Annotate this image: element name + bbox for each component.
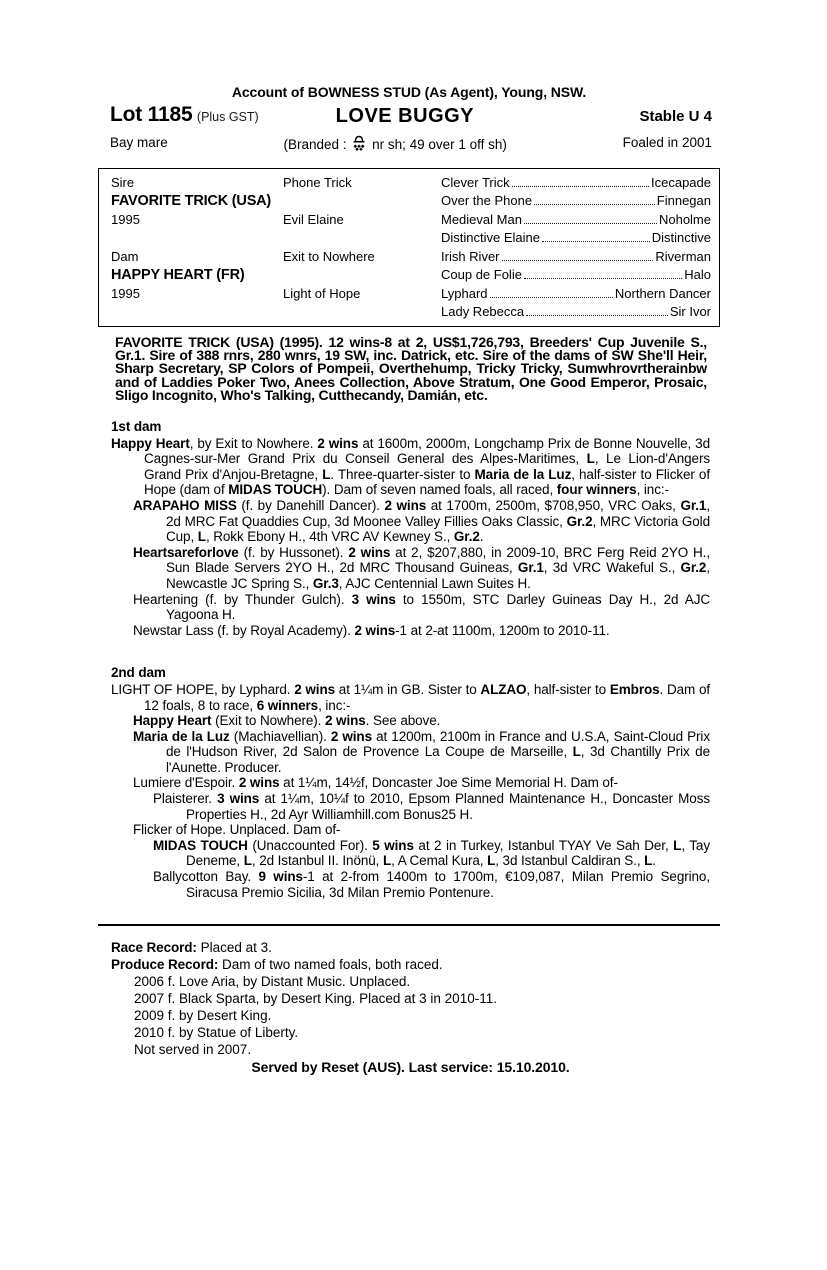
pedigree-paragraph: ARAPAHO MISS (f. by Danehill Dancer). 2 wins at 1700m, 2500m, $708,950, VRC Oaks, Gr.1, 2d MRC Fat Quaddies Cup, 3d Moonee Valley Fillies Oaks Classic, Gr.2, MRC Victoria Gold Cup, L, Rokk Ebony H., 4th VRC AV Kewney S., Gr.2.: [133, 497, 710, 545]
dot-leader: [526, 315, 668, 316]
dam-dam: Light of Hope: [283, 285, 361, 301]
dot-leader: [524, 278, 682, 279]
second-dam-section: [98, 665, 720, 900]
pedigree-paragraph: Happy Heart (Exit to Nowhere). 2 wins. See above.: [133, 713, 441, 729]
gp-name: Over the Phone: [441, 193, 533, 209]
gp-name: Coup de Folie: [441, 267, 522, 283]
grandparent-row: [441, 249, 711, 264]
foaled-year: Foaled in 2001: [622, 135, 712, 150]
sire-label: Sire: [111, 174, 135, 190]
grandparent-row: [441, 267, 711, 282]
lot-left: [110, 103, 259, 127]
produce-foal-line: 2010 f. by Statue of Liberty.: [134, 1025, 299, 1041]
lot-row: [98, 103, 720, 129]
race-record-text: Placed at 3.: [196, 940, 272, 956]
produce-record-text: Dam of two named foals, both raced.: [218, 957, 443, 973]
grandparent-row: [441, 304, 711, 319]
description-row: [98, 135, 720, 155]
produce-foal-line: 2007 f. Black Sparta, by Desert King. Placed at 3 in 2010-11.: [134, 991, 497, 1007]
sex-colour: Bay mare: [110, 135, 168, 150]
pedigree-paragraph: Ballycotton Bay. 9 wins-1 at 2-from 1400m to 1700m, €109,087, Milan Premio Segrino, Siracusa Premio Sicilia, 3d Milan Premio Pontenure.: [153, 869, 710, 900]
pedigree-table: [98, 168, 720, 327]
page-content: [98, 0, 720, 1076]
pedigree-paragraph: Maria de la Luz (Machiavellian). 2 wins at 1200m, 2100m in France and U.S.A, Saint-Cloud Prix de l'Hudson River, 2d Salon de Provence La Coupe de Marseille, L, 3d Chantilly Prix de l'Aunette. Producer.: [133, 728, 710, 775]
gp-name: Distinctive: [651, 230, 711, 246]
second-dam-heading: 2nd dam: [111, 665, 166, 681]
brand-description: [284, 135, 507, 155]
gp-name: Irish River: [441, 248, 500, 264]
produce-foal-line: Not served in 2007.: [134, 1042, 252, 1058]
gp-name: Finnegan: [656, 193, 711, 209]
sire-sire: Phone Trick: [283, 174, 352, 190]
dam-name: HAPPY HEART (FR): [111, 266, 245, 283]
dam-label: Dam: [111, 248, 139, 264]
lot-number: Lot 1185: [110, 103, 193, 126]
pedigree-paragraph: LIGHT OF HOPE, by Lyphard. 2 wins at 1¼m in GB. Sister to ALZAO, half-sister to Embros. Dam of 12 foals, 8 to race, 6 winners, inc:-: [111, 681, 711, 713]
dot-leader: [524, 223, 657, 224]
race-record-label: Race Record:: [111, 940, 197, 956]
pedigree-paragraph: Newstar Lass (f. by Royal Academy). 2 wins-1 at 2-at 1100m, 1200m to 2010-11.: [133, 622, 610, 638]
dam-year: 1995: [111, 285, 140, 301]
race-record-line: [111, 939, 710, 956]
horse-name: LOVE BUGGY: [335, 105, 475, 127]
served-by-line: Served by Reset (AUS). Last service: 15.10.2010.: [251, 1059, 570, 1076]
record-block: [98, 934, 720, 1076]
gp-name: Northern Dancer: [614, 285, 711, 301]
plus-gst-note: (Plus GST): [196, 110, 259, 124]
dam-sire: Exit to Nowhere: [283, 248, 375, 264]
pedigree-paragraph: Heartsareforlove (f. by Hussonet). 2 wins at 2, $207,880, in 2009-10, BRC Ferg Reid 2YO H., Sun Blade Servers 2YO H., 2d MRC Thousand Guineas, Gr.1, 3d VRC Wakeful S., Gr.2, Newcastle JC Spring S., Gr.3, AJC Centennial Lawn Suites H.: [133, 544, 710, 591]
grandparent-row: [441, 175, 711, 190]
pedigree-paragraph: Happy Heart, by Exit to Nowhere. 2 wins at 1600m, 2000m, Longchamp Prix de Bonne Nouvelle, 3d Cagnes-sur-Mer Grand Prix du Conseil General des Alpes-Maritimes, L, Le Lion-d'Angers Grand Prix d'Anjou-Bretagne, L. Three-quarter-sister to Maria de la Luz, half-sister to Flicker of Hope (dam of MIDAS TOUCH). Dam of seven named foals, all raced, four winners, inc:-: [111, 435, 710, 498]
gp-name: Lady Rebecca: [441, 304, 525, 320]
grandparent-row: [441, 193, 711, 208]
gp-name: Medieval Man: [441, 211, 522, 227]
gp-name: Lyphard: [441, 285, 488, 301]
stud-brand-mark-icon: [352, 135, 366, 155]
grandparent-row: [441, 286, 711, 301]
produce-record-label: Produce Record:: [111, 957, 219, 973]
gp-name: Clever Trick: [441, 174, 510, 190]
produce-record-line: [111, 956, 710, 973]
brand-prefix: (Branded :: [283, 137, 347, 152]
sire-dam: Evil Elaine: [283, 211, 344, 227]
gp-name: Halo: [684, 267, 711, 283]
grandparent-row: [441, 230, 711, 245]
pedigree-paragraph: Heartening (f. by Thunder Gulch). 3 wins to 1550m, STC Darley Guineas Day H., 2d AJC Yagoona H.: [133, 591, 711, 623]
sire-name: FAVORITE TRICK (USA): [111, 192, 272, 209]
dot-leader: [512, 186, 649, 187]
gp-name: Distinctive Elaine: [441, 230, 540, 246]
produce-foal-line: 2006 f. Love Aria, by Distant Music. Unplaced.: [134, 974, 411, 990]
produce-foal-line: 2009 f. by Desert King.: [134, 1008, 272, 1024]
dot-leader: [490, 297, 613, 298]
first-dam-heading: 1st dam: [111, 419, 162, 435]
record-divider: [98, 924, 720, 926]
pedigree-grid: [99, 169, 719, 326]
dot-leader: [502, 260, 654, 261]
dot-leader: [542, 241, 650, 242]
brand-suffix: nr sh; 49 over 1 off sh): [372, 137, 507, 152]
stable-number: Stable U 4: [639, 108, 712, 125]
sire-summary-paragraph: FAVORITE TRICK (USA) (1995). 12 wins-8 at 2, US$1,726,793, Breeders' Cup Juvenile S., Gr.1. Sire of 388 rnrs, 280 wnrs, 19 SW, inc. Datrick, etc. Sire of the dams of SW She'll Heir, Sharp Secretary, SP Colors of Pompeii, Overthehump, Tricky Tricky, Sumwhrovrtherainbw and of Laddies Poker Two, Anees Collection, Above Stratum, One Good Emperor, Prosaic, Sligo Incognito, Who's Talking, Cutthecandy, Damián, etc.: [115, 334, 707, 403]
pedigree-paragraph: MIDAS TOUCH (Unaccounted For). 5 wins at 2 in Turkey, Istanbul TYAY Ve Sah Der, L, Tay Deneme, L, 2d Istanbul II. Inönü, L, A Cemal Kura, L, 3d Istanbul Caldiran S., L.: [153, 837, 710, 869]
grandparent-row: [441, 212, 711, 227]
gp-name: Icecapade: [651, 174, 711, 190]
gp-name: Riverman: [655, 248, 711, 264]
account-line: Account of BOWNESS STUD (As Agent), Young, NSW.: [231, 84, 587, 100]
gp-name: Noholme: [658, 211, 711, 227]
dot-leader: [534, 204, 655, 205]
pedigree-paragraph: Lumiere d'Espoir. 2 wins at 1¼m, 14½f, Doncaster Joe Sime Memorial H. Dam of-: [133, 775, 618, 791]
pedigree-paragraph: Plaisterer. 3 wins at 1¼m, 10¼f to 2010, Epsom Planned Maintenance H., Doncaster Moss Properties H., 2d Ayr Williamhill.com Bonus25 H.: [153, 791, 711, 822]
gp-name: Sir Ivor: [669, 304, 711, 320]
sire-year: 1995: [111, 211, 140, 227]
pedigree-paragraph: Flicker of Hope. Unplaced. Dam of-: [133, 822, 341, 838]
first-dam-section: [98, 419, 720, 638]
